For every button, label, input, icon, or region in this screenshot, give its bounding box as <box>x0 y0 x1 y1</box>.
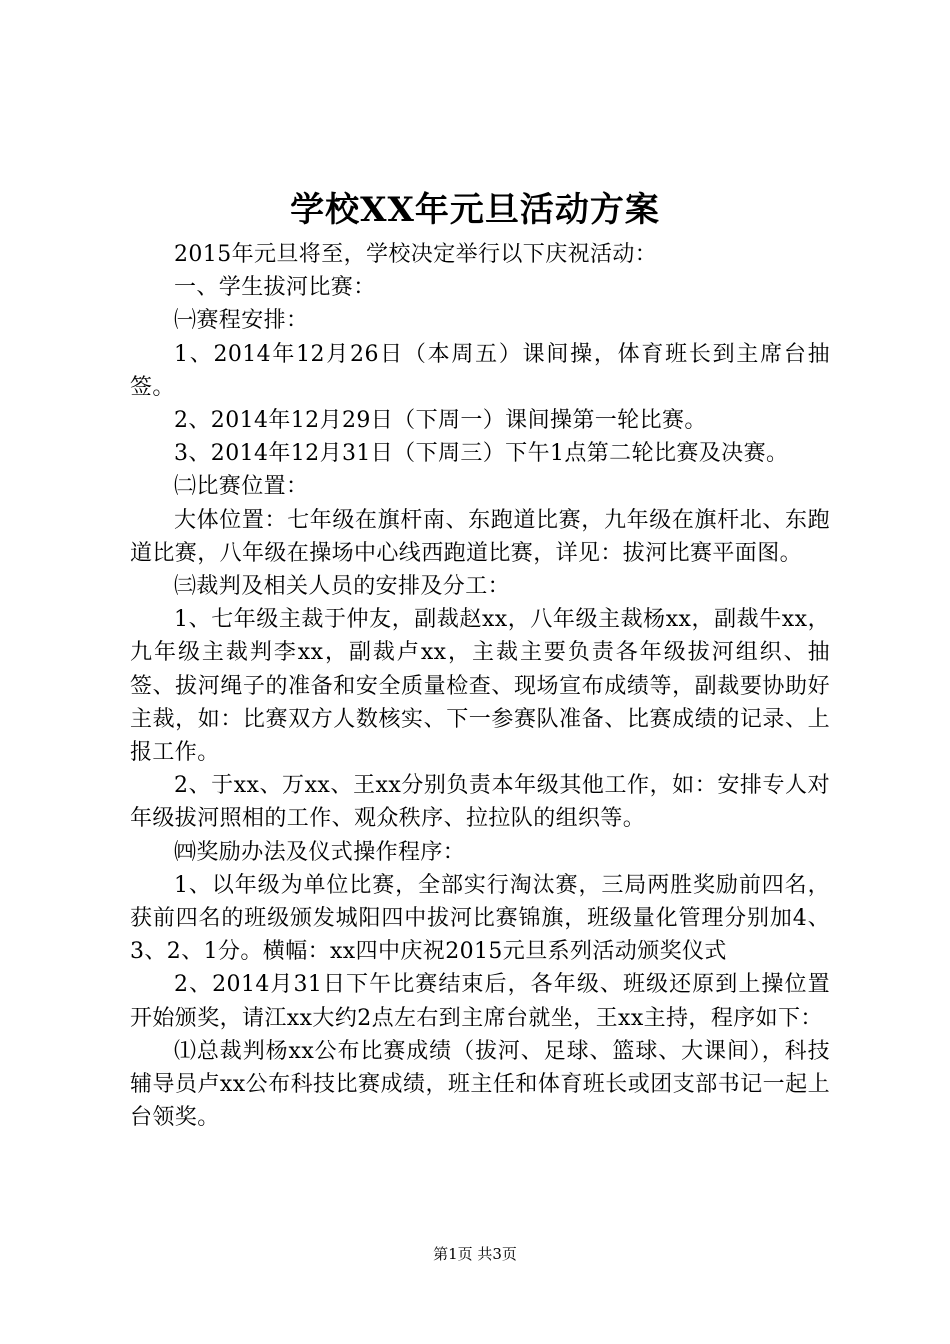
subsection-heading: ㈠赛程安排： <box>174 308 309 334</box>
paragraph: ⑴总裁判杨xx公布比赛成绩（拔河、足球、篮球、大课间），科技辅导员卢xx公布科技比赛成绩，班主任和体育班长或团支部书记一起上台领奖。 <box>130 1038 830 1131</box>
document-body <box>130 238 830 1134</box>
paragraph: 1、七年级主裁于仲友，副裁赵xx，八年级主裁杨xx，副裁牛xx，九年级主裁判李xx，副裁卢xx，主裁主要负责各年级拔河组织、抽签、拔河绳子的准备和安全质量检查、现场宣布成绩等，副裁要协助好主裁，如：比赛双方人数核实、下一参赛队准备、比赛成绩的记录、上报工作。 <box>130 607 830 766</box>
subsection-heading: ㈣奖励办法及仪式操作程序： <box>174 839 466 865</box>
paragraph: 3、2014年12月31日（下周三）下午1点第二轮比赛及决赛。 <box>174 441 789 467</box>
paragraph: 大体位置：七年级在旗杆南、东跑道比赛，九年级在旗杆北、东跑道比赛，八年级在操场中心线西跑道比赛，详见：拔河比赛平面图。 <box>130 507 830 566</box>
subsection-heading: ㈡比赛位置： <box>174 474 309 500</box>
paragraph: 2015年元旦将至，学校决定举行以下庆祝活动： <box>174 242 658 267</box>
paragraph: 2、2014年12月29日（下周一）课间操第一轮比赛。 <box>174 408 707 434</box>
subsection-heading: ㈢裁判及相关人员的安排及分工： <box>174 574 511 600</box>
paragraph: 2、2014月31日下午比赛结束后，各年级、班级还原到上操位置开始颁奖，请江xx大约2点左右到主席台就坐，王xx主持，程序如下： <box>130 972 830 1031</box>
paragraph: 1、以年级为单位比赛，全部实行淘汰赛，三局两胜奖励前四名，获前四名的班级颁发城阳四中拔河比赛锦旗，班级量化管理分别加4、3、2、1分。横幅：xx四中庆祝2015元旦系列活动颁奖仪式 <box>130 872 830 965</box>
section-heading: 一、学生拔河比赛： <box>174 275 376 301</box>
page-title: 学校XX年元旦活动方案 <box>290 190 660 230</box>
paragraph: 2、于xx、万xx、王xx分别负责本年级其他工作，如：安排专人对年级拔河照相的工作、观众秩序、拉拉队的组织等。 <box>130 773 830 832</box>
page-footer: 第1页 共3页 <box>433 1245 517 1263</box>
paragraph: 1、2014年12月26日（本周五）课间操，体育班长到主席台抽签。 <box>130 341 830 400</box>
